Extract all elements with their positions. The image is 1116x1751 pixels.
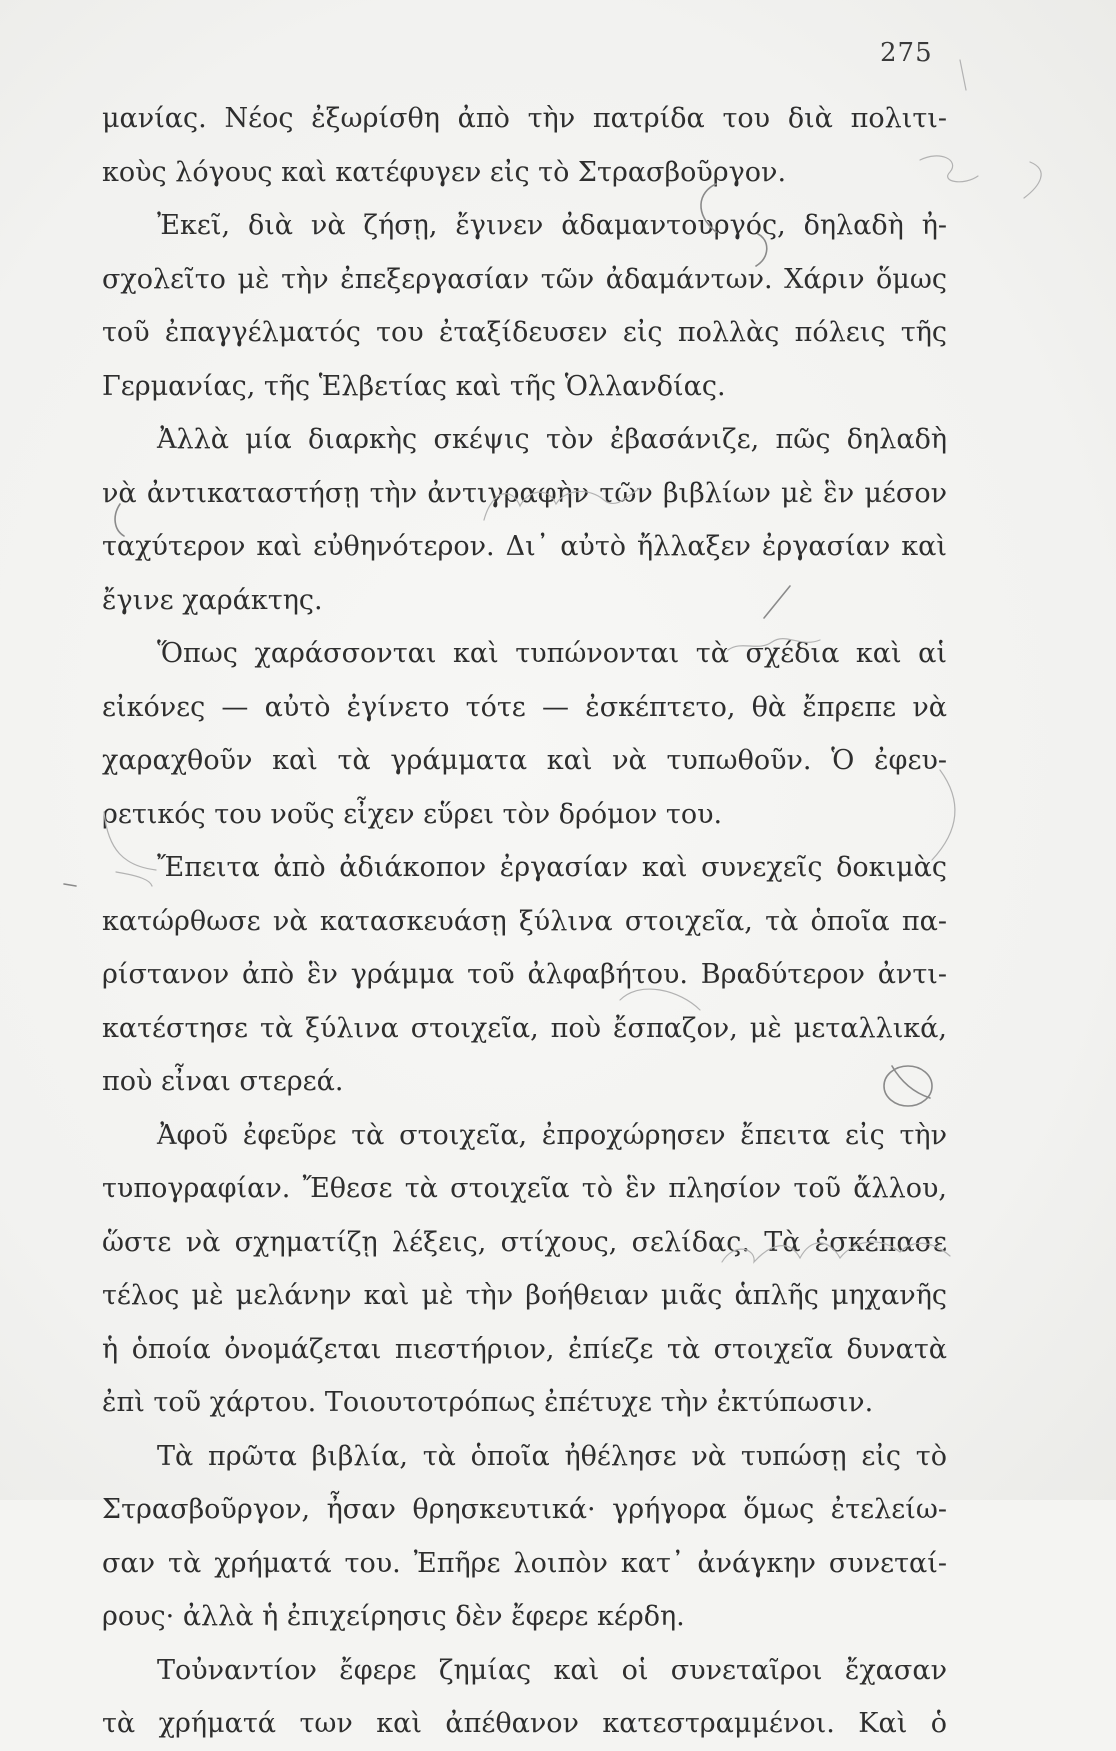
text-line: σαν τὰ χρήματά του. Ἐπῆρε λοιπὸν κατ᾿ ἀνάγκην συνεταί- (102, 1547, 947, 1579)
text-line: ἡ ὁποία ὀνομάζεται πιεστήριον, ἐπίεζε τὰ στοιχεῖα δυνατὰ (102, 1333, 947, 1365)
text-line: τὰ χρήματά των καὶ ἀπέθανον κατεστραμμένοι. Καὶ ὁ (102, 1708, 947, 1739)
text-line: κατέστησε τὰ ξύλινα στοιχεῖα, ποὺ ἔσπαζον, μὲ μεταλλικά, (102, 1012, 947, 1044)
text-line: σχολεῖτο μὲ τὴν ἐπεξεργασίαν τῶν ἀδαμάντων. Χάριν ὅμως (102, 263, 947, 295)
text-line: ταχύτερον καὶ εὐθηνότερον. Δι᾿ αὐτὸ ἤλλαξεν ἐργασίαν καὶ (102, 531, 947, 562)
text-line: ρετικός του νοῦς εἶχεν εὕρει τὸν δρόμον του. (102, 798, 723, 830)
pencil-margin-dash (64, 884, 76, 886)
text-line: κοὺς λόγους καὶ κατέφυγεν εἰς τὸ Στρασβοῦργον. (102, 156, 787, 188)
text-line: Ἀφοῦ ἐφεῦρε τὰ στοιχεῖα, ἐπροχώρησεν ἔπειτα εἰς τὴν (157, 1119, 947, 1151)
text-line: τέλος μὲ μελάνην καὶ μὲ τὴν βοήθειαν μιᾶς ἁπλῆς μηχανῆς (102, 1280, 947, 1311)
text-line: Ἔπειτα ἀπὸ ἀδιάκοπον ἐργασίαν καὶ συνεχεῖς δοκιμὰς (157, 852, 947, 883)
text-line: μανίας. Νέος ἐξωρίσθη ἀπὸ τὴν πατρίδα του διὰ πολιτι- (102, 103, 947, 134)
text-line: τυπογραφίαν. Ἔθεσε τὰ στοιχεῖα τὸ ἓν πλησίον τοῦ ἄλλου, (102, 1173, 947, 1204)
text-line: Ἐκεῖ, διὰ νὰ ζήσῃ, ἔγινεν ἀδαμαντουργός, δηλαδὴ ἠ- (157, 210, 947, 241)
text-line: Τοὐναντίον ἔφερε ζημίας καὶ οἱ συνεταῖροι ἔχασαν (157, 1654, 947, 1686)
body-text (102, 92, 947, 1751)
text-line: ἐπὶ τοῦ χάρτου. Τοιουτοτρόπως ἐπέτυχε τὴν ἐκτύπωσιν. (102, 1387, 874, 1418)
text-line: ποὺ εἶναι στερεά. (102, 1066, 344, 1097)
text-line: ὥστε νὰ σχηματίζῃ λέξεις, στίχους, σελίδας. Τὰ ἐσκέπασε (102, 1226, 947, 1258)
text-line: Ὅπως χαράσσονται καὶ τυπώνονται τὰ σχέδια καὶ αἱ (157, 638, 947, 669)
text-line: Ἀλλὰ μία διαρκὴς σκέψις τὸν ἐβασάνιζε, πῶς δηλαδὴ (157, 424, 947, 455)
text-line: κατώρθωσε νὰ κατασκευάσῃ ξύλινα στοιχεῖα, τὰ ὁποῖα πα- (102, 905, 947, 937)
text-line: ρίστανον ἀπὸ ἓν γράμμα τοῦ ἀλφαβήτου. Βραδύτερον ἀντι- (102, 959, 947, 990)
text-line: τοῦ ἐπαγγέλματός του ἐταξίδευσεν εἰς πολλὰς πόλεις τῆς (102, 317, 947, 348)
text-line: ἔγινε χαράκτης. (102, 584, 323, 616)
page-number: 275 (880, 38, 933, 68)
text-line: Στρασβοῦργον, ἦσαν θρησκευτικά· γρήγορα ὅμως ἐτελείω- (102, 1494, 947, 1525)
text-line: Τὰ πρῶτα βιβλία, τὰ ὁποῖα ἠθέλησε νὰ τυπώσῃ εἰς τὸ (157, 1440, 947, 1472)
text-line: χαραχθοῦν καὶ τὰ γράμματα καὶ νὰ τυπωθοῦν. Ὁ ἐφευ- (102, 745, 947, 776)
pencil-squiggle-right (1024, 162, 1041, 198)
text-line: νὰ ἀντικαταστήσῃ τὴν ἀντιγραφὴν τῶν βιβλίων μὲ ἓν μέσον (102, 477, 947, 509)
pencil-edge-mark (960, 60, 966, 90)
text-line: Γερμανίας, τῆς Ἑλβετίας καὶ τῆς Ὁλλανδίας. (102, 370, 726, 402)
text-line: ρους· ἀλλὰ ἡ ἐπιχείρησις δὲν ἔφερε κέρδη. (102, 1601, 685, 1632)
text-line: εἰκόνες — αὐτὸ ἐγίνετο τότε — ἐσκέπτετο, θὰ ἔπρεπε νὰ (102, 691, 947, 723)
